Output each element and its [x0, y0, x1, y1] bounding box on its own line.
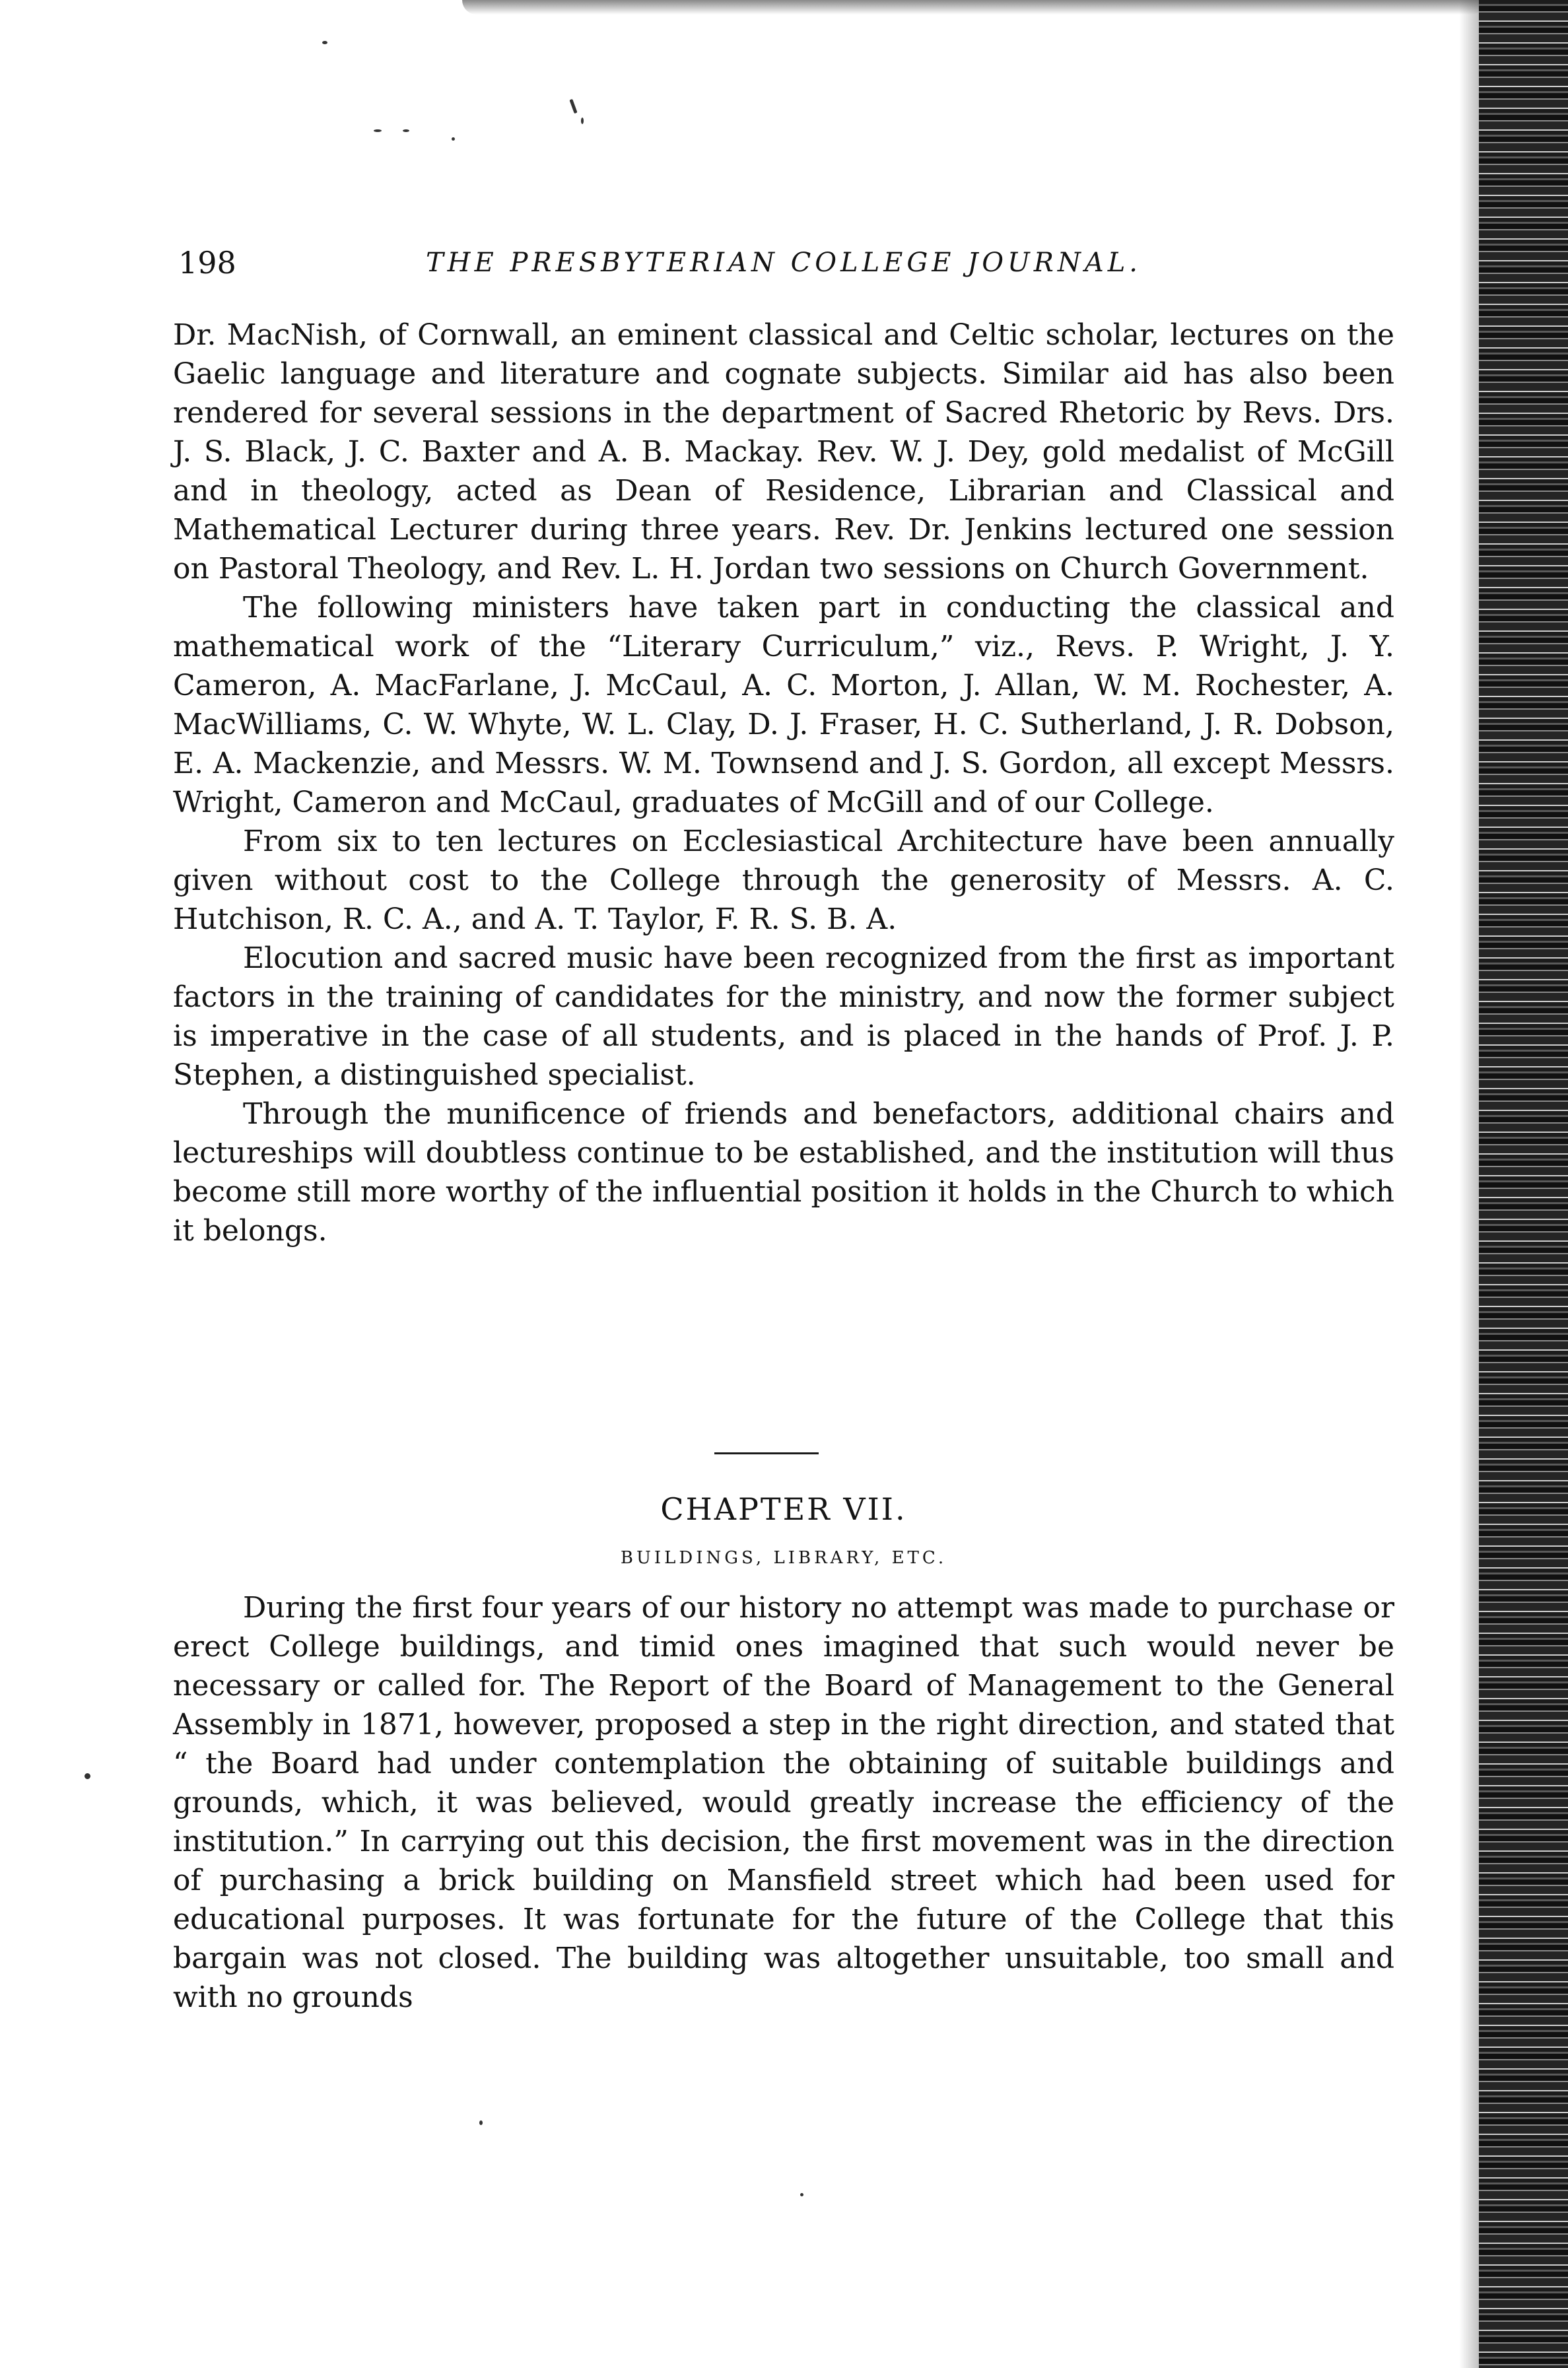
- scan-speck: [581, 118, 584, 124]
- scan-speck: [452, 137, 455, 141]
- paragraph: Through the munificence of friends and benefactors, additional chairs and lectureships will doubtless continue to be established, and the institution will thus become still more worthy of the influential position it holds in the Church to which it belongs.: [173, 1097, 1394, 1248]
- journal-title: THE PRESBYTERIAN COLLEGE JOURNAL.: [426, 248, 1142, 278]
- running-head: [178, 243, 1413, 289]
- scan-speck: [85, 1773, 90, 1779]
- scan-speck: [374, 129, 382, 132]
- paragraph: During the first four years of our history no attempt was made to purchase or erect College buildings, and timid ones imagined that such would never be necessary or called for. The Report of the Board of Management to the General Assembly in 1871, however, proposed a step in the right direction, and stated that “ the Board had under contemplation the obtaining of suitable buildings and grounds, which, it was believed, would greatly increase the efficiency of the institution.” In carrying out this decision, the first movement was in the direction of purchasing a brick building on Mansfield street which had been used for educational purposes. It was fortunate for the future of the College that this bargain was not closed. The building was altogether unsuitable, too small and with no grounds: [173, 1591, 1394, 2014]
- page-number: 198: [178, 245, 236, 281]
- scan-speck: [322, 41, 327, 44]
- paragraph: Elocution and sacred music have been recognized from the first as important factors in the training of candidates for the ministry, and now the former subject is imperative in the case of all students, and is placed in the hands of Prof. J. P. Stephen, a distinguished specialist.: [173, 941, 1394, 1092]
- section-text: [173, 316, 1394, 1250]
- scan-speck: [569, 99, 577, 114]
- paragraph: Dr. MacNish, of Cornwall, an eminent classical and Celtic scholar, lectures on the Gaelic language and literature and cognate subjects. Similar aid has also been rendered for several sessions in the department of Sacred Rhetoric by Revs. Drs. J. S. Black, J. C. Baxter and A. B. Mackay. Rev. W. J. Dey, gold medalist of McGill and in theology, acted as Dean of Residence, Librarian and Classical and Mathematical Lecturer during three years. Rev. Dr. Jenkins lectured one session on Pastoral Theology, and Rev. L. H. Jordan two sessions on Church Government.: [173, 318, 1394, 586]
- scan-shadow-top: [462, 0, 1485, 15]
- scan-speck: [479, 2120, 483, 2125]
- chapter-subtitle: BUILDINGS, LIBRARY, ETC.: [620, 1548, 947, 1568]
- binding-edge: [1479, 0, 1568, 2368]
- scan-speck: [800, 2193, 803, 2196]
- section-divider: [714, 1452, 819, 1454]
- binding-shadow: [1459, 0, 1479, 2368]
- chapter-title: CHAPTER VII.: [660, 1491, 907, 1527]
- scan-speck: [403, 129, 409, 132]
- paragraph: From six to ten lectures on Ecclesiastical Architecture have been annually given without cost to the College through the generosity of Messrs. A. C. Hutchison, R. C. A., and A. T. Taylor, F. R. S. B. A.: [173, 825, 1394, 936]
- chapter-text: [173, 1588, 1394, 2017]
- paragraph: The following ministers have taken part in conducting the classical and mathematical work of the “Literary Curriculum,” viz., Revs. P. Wright, J. Y. Cameron, A. MacFarlane, J. McCaul, A. C. Morton, J. Allan, W. M. Rochester, A. MacWilliams, C. W. Whyte, W. L. Clay, D. J. Fraser, H. C. Sutherland, J. R. Dobson, E. A. Mackenzie, and Messrs. W. M. Townsend and J. S. Gordon, all except Messrs. Wright, Cameron and McCaul, graduates of McGill and of our College.: [173, 591, 1394, 819]
